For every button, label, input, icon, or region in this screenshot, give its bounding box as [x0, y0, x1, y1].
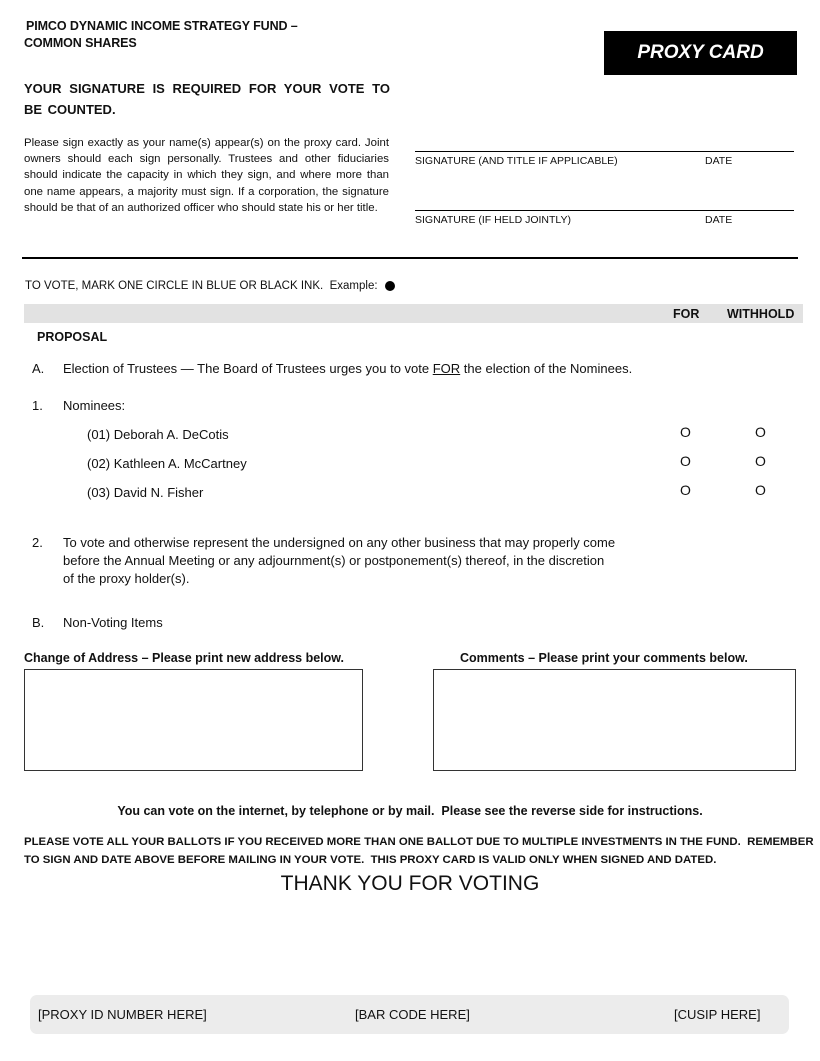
nominee-label: (01) Deborah A. DeCotis	[87, 427, 229, 442]
item-1-text: Nominees:	[63, 398, 126, 413]
item-a-number: A.	[32, 361, 45, 376]
cusip-placeholder: [CUSIP HERE]	[674, 1007, 761, 1022]
proposal-heading: PROPOSAL	[37, 330, 108, 344]
nominee-2-for-circle[interactable]: O	[680, 453, 691, 469]
fund-title	[26, 18, 298, 52]
signature-label-2: SIGNATURE (IF HELD JOINTLY)	[415, 214, 571, 226]
column-header-for: FOR	[673, 307, 700, 321]
change-of-address-label: Change of Address – Please print new address below.	[24, 651, 344, 665]
nominee-label: (03) David N. Fisher	[87, 485, 204, 500]
fund-title-line2: COMMON SHARES	[24, 36, 137, 50]
column-header-withhold: WITHHOLD	[727, 307, 795, 321]
change-of-address-box[interactable]	[24, 669, 363, 771]
nominee-1-withhold-circle[interactable]: O	[755, 424, 766, 440]
nominee-label: (02) Kathleen A. McCartney	[87, 456, 247, 471]
comments-box[interactable]	[433, 669, 796, 771]
nominee-3-for-circle[interactable]: O	[680, 482, 691, 498]
nominee-1-for-circle[interactable]: O	[680, 424, 691, 440]
example-filled-circle-icon	[385, 281, 395, 291]
signature-date-label-2: DATE	[705, 214, 733, 226]
proxy-id-placeholder: [PROXY ID NUMBER HERE]	[38, 1007, 207, 1022]
nominee-3-withhold-circle[interactable]: O	[755, 482, 766, 498]
signature-date-label-1: DATE	[705, 155, 733, 167]
item-2-text: To vote and otherwise represent the undersigned on any other business that may properly come before the Annual Meeting or any adjournment(s) or postponement(s) thereof, in the discretion of the proxy holder(s).	[63, 535, 616, 586]
item-a-for-emphasis: FOR	[432, 361, 461, 376]
comments-label: Comments – Please print your comments below.	[460, 651, 748, 665]
thank-you-message: THANK YOU FOR VOTING	[280, 872, 540, 895]
proxy-card-badge: PROXY CARD	[604, 31, 797, 75]
nominee-2-withhold-circle[interactable]: O	[755, 453, 766, 469]
item-b-number: B.	[32, 615, 45, 630]
item-a-text: Election of Trustees — The Board of Trustees urges you to vote FOR the election of the Nominees.	[63, 361, 633, 376]
signature-label-1: SIGNATURE (AND TITLE IF APPLICABLE)	[415, 155, 618, 167]
item-2-number: 2.	[32, 535, 43, 550]
signature-required-notice: YOUR SIGNATURE IS REQUIRED FOR YOUR VOTE TO BE COUNTED.	[24, 81, 390, 117]
fund-title-line1: PIMCO DYNAMIC INCOME STRATEGY FUND –	[26, 19, 298, 33]
bar-code-placeholder: [BAR CODE HERE]	[355, 1007, 470, 1022]
signature-instructions: Please sign exactly as your name(s) appear(s) on the proxy card. Joint owners should each sign personally. Trustees and other fiduciaries should indicate the capacity in which they sign, and where more than one name appears, a majority must sign. If a corporation, the signature should be that of an authorized officer who should state his or her title.	[24, 137, 389, 214]
signature-line-1[interactable]	[415, 151, 794, 152]
section-divider	[22, 257, 798, 259]
please-vote-notice: PLEASE VOTE ALL YOUR BALLOTS IF YOU RECEIVED MORE THAN ONE BALLOT DUE TO MULTIPLE INVESTMENTS IN THE FUND. REMEMBER TO SIGN AND DATE ABOVE BEFORE MAILING IN YOUR VOTE. THIS PROXY CARD IS VALID ONLY WHEN SIGNED AND DATED.	[24, 836, 814, 866]
item-1-number: 1.	[32, 398, 43, 413]
signature-line-2[interactable]	[415, 210, 794, 211]
internet-vote-note: You can vote on the internet, by telephone or by mail. Please see the reverse side for instructions.	[117, 804, 703, 818]
vote-instructions	[25, 280, 395, 292]
vote-instructions-text: TO VOTE, MARK ONE CIRCLE IN BLUE OR BLACK INK. Example:	[25, 280, 378, 292]
item-b-text: Non-Voting Items	[63, 615, 163, 630]
